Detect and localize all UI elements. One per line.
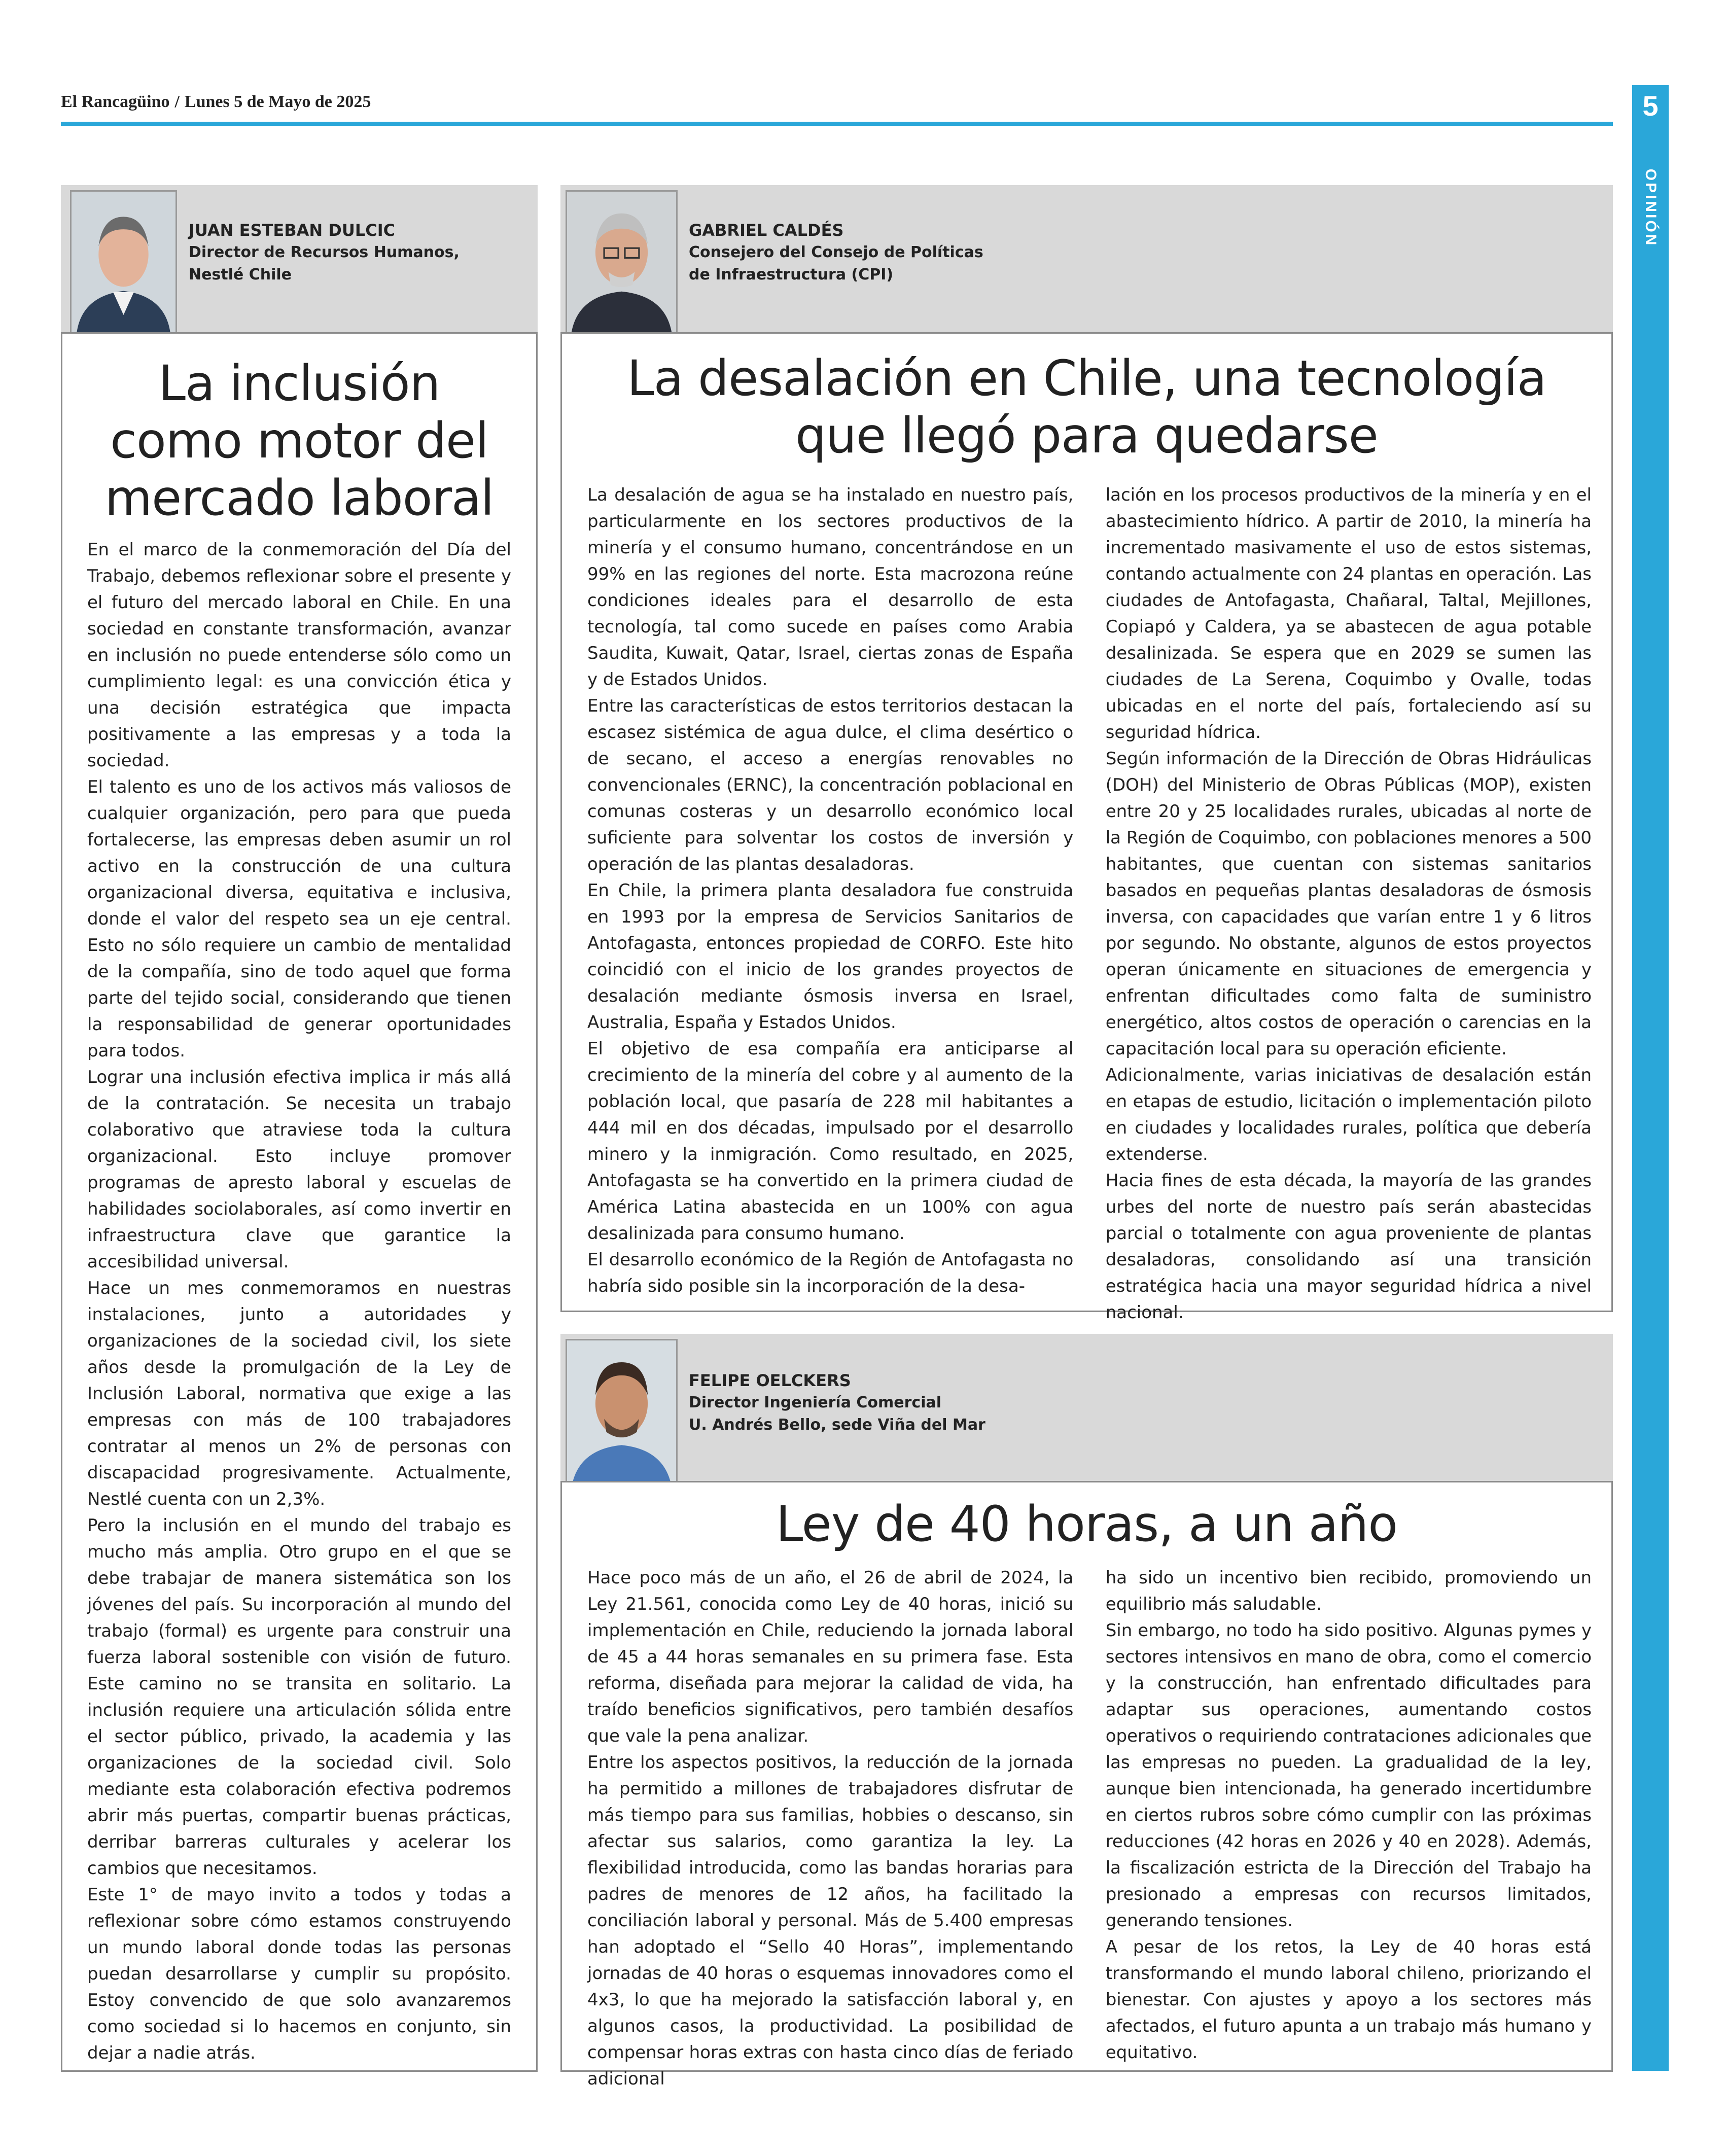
title-line: como motor del [110,412,488,469]
author-name: FELIPE OELCKERS [689,1371,851,1390]
article-title-2 [566,350,1608,465]
column-1 [587,482,1073,1326]
paragraph: Según información de la Dirección de Obras Hidráulicas (DOH) del Ministerio de Obras Públicas (MOP), existen entre 20 y 25 localidades rurales, ubicadas al norte de la Región de Coquimbo, con poblaciones menores a 500 habitantes, que cuentan con sistemas sanitarios basados en pequeñas plantas desaladoras de ósmosis inversa, con capacidades que varían entre 1 y 6 litros por segundo. No obstante, algunos de estos proyectos operan únicamente en situaciones de emergencia y enfrentan dificultades como falta de suministro energético, altos costos de operación o carencias en la capacitación local para su operación eficiente. [1105,749,1592,1059]
section-name: OPINIÓN [1642,168,1659,248]
paragraph: Hace poco más de un año, el 26 de abril de 2024, la Ley 21.561, conocida como Ley de 40 horas, inició su implementación en Chile, reduciendo la jornada laboral de 45 a 44 horas semanales en su primera fase. Esta reforma, diseñada para mejorar la calidad de vida, ha traído beneficios significativos, pero también desafíos que vale la pena analizar. [587,1568,1074,1746]
author-block-3 [689,1369,985,1436]
paragraph: Hacia fines de esta década, la mayoría de las grandes urbes del norte de nuestro país serán abastecidas parcial o totalmente con agua proveniente de plantas desaladoras, consolidando así una transición estratégica hacia una mayor seguridad hídrica a nivel nacional. [1105,1171,1592,1323]
header-rule [61,122,1613,126]
paragraph: Pero la inclusión en el mundo del trabajo es mucho más amplia. Otro grupo en el que se debe trabajar de manera sistemática son los jóvenes del país. Su incorporación al mundo del trabajo (formal) es urgente para construir una fuerza laboral sostenible con visión de futuro. Este camino no se transita en solitario. La inclusión requiere una articulación sólida entre el sector público, privado, la academia y las organizaciones de la sociedad civil. Solo mediante esta colaboración efectiva podremos abrir más puertas, compartir buenas prácticas, derribar barreras culturales y acelerar los cambios que necesitamos. [87,1515,511,1879]
newspaper-name: El Rancagüino [61,92,170,111]
title-line: que llegó para quedarse [795,407,1378,464]
author-role: Director de Recursos Humanos, [189,243,460,261]
folio-separator: / [174,92,180,111]
paragraph: Adicionalmente, varias iniciativas de desalación están en etapas de estudio, licitación o implementación piloto en ciudades y localidades rurales, política que debería extenderse. [1105,1065,1592,1164]
title-line: La inclusión [158,355,440,412]
paragraph: Lograr una inclusión efectiva implica ir más allá de la contratación. Se necesita un trabajo colaborativo que atraviese toda la cultura organizacional. Esto incluye promover programas de apresto laboral y escuelas de habilidades sociolaborales, así como invertir en infraestructura clave que garantice la accesibilidad universal. [87,1067,511,1272]
author-name: JUAN ESTEBAN DULCIC [189,221,396,240]
paragraph: En el marco de la conmemoración del Día del Trabajo, debemos reflexionar sobre el presente y el futuro del mercado laboral en Chile. En una sociedad en constante transformación, avanzar en inclusión no puede entenderse sólo como un cumplimiento legal: es una convicción ética y una decisión estratégica que impacta positivamente a las empresas y a toda la sociedad. [87,540,511,771]
issue-date: Lunes 5 de Mayo de 2025 [184,92,371,111]
section-label [1632,152,1669,264]
author-block-1 [189,219,460,286]
title-line: La desalación en Chile, una tecnología [627,350,1546,407]
paragraph: lación en los procesos productivos de la minería y en el abastecimiento hídrico. A partir de 2010, la minería ha incrementado masivamente el uso de estos sistemas, contando actualmente con 24 plantas en operación. Las ciudades de Antofagasta, Chañaral, Taltal, Mejillones, Copiapó y Caldera, ya se abastecen de agua potable desalinizada. Se espera que en 2029 se sumen las ciudades de La Serena, Coquimbo y Ovalle, todas ubicadas en el norte del país, fortaleciendo así su seguridad hídrica. [1105,485,1592,743]
paragraph: La desalación de agua se ha instalado en nuestro país, particularmente en los sectores productivos de la minería y el consumo humano, concentrándose en un 99% en las regiones del norte. Esta macrozona reúne condiciones ideales para el desarrollo de esta tecnología, tal como sucede en países como Arabia Saudita, Kuwait, Qatar, Israel, ciertas zonas de España y de Estados Unidos. [587,485,1074,690]
paragraph: Este 1° de mayo invito a todos y todas a reflexionar sobre cómo estamos construyendo un mundo laboral donde todas las personas puedan desarrollarse y cumplir su propósito. Estoy convencido de que solo avanzaremos como sociedad si lo hacemos en conjunto, sin dejar a nadie atrás. [87,1885,511,2063]
paragraph: Entre los aspectos positivos, la reducción de la jornada ha permitido a millones de trabajadores disfrutar de más tiempo para sus familias, hobbies o descanso, sin afectar sus salarios, como garantiza la ley. La flexibilidad introducida, como las bandas horarias para padres de menores de 12 años, ha facilitado la conciliación laboral y personal. Más de 5.400 empresas han adoptado el “Sello 40 Horas”, implementando jornadas de 40 horas o esquemas innovadores como el 4x3, lo que ha mejorado la satisfacción laboral y, en algunos casos, la productividad. La posibilidad de compensar horas extras con hasta cinco días de feriado adicional [587,1752,1074,2089]
article-title-1 [66,355,533,527]
paragraph: El desarrollo económico de la Región de Antofagasta no habría sido posible sin la incorporación de la desa- [587,1250,1074,1296]
paragraph: Hace un mes conmemoramos en nuestras instalaciones, junto a autoridades y organizaciones de la sociedad civil, los siete años desde la promulgación de la Ley de Inclusión Laboral, normativa que exige a las empresas con más de 100 trabajadores contratar al menos un 2% de personas con discapacidad progresivamente. Actualmente, Nestlé cuenta con un 2,3%. [87,1278,511,1509]
column-2 [1106,1565,1592,2092]
portrait-image [72,192,175,333]
author-name: GABRIEL CALDÉS [689,221,844,240]
column-1 [587,1565,1073,2092]
paragraph: Sin embargo, no todo ha sido positivo. Algunas pymes y sectores intensivos en mano de obra, como el comercio y la construcción, han enfrentado dificultades para adaptar sus operaciones, aumentando costos operativos o requiriendo contrataciones adicionales que las empresas no pueden. La gradualidad de la ley, aunque bien intencionada, ha generado incertidumbre en ciertos rubros sobre cómo cumplir con las próximas reducciones (42 horas en 2026 y 40 en 2028). Además, la fiscalización estricta de la Dirección del Trabajo ha presionado a empresas con recursos limitados, generando tensiones. [1105,1620,1592,1931]
portrait-image [567,1340,676,1488]
paragraph: El objetivo de esa compañía era anticiparse al crecimiento de la minería del cobre y al aumento de la población local, que pasaría de 228 mil habitantes a 444 mil en dos décadas, impulsado por el desarrollo minero y la inmigración. Como resultado, en 2025, Antofagasta se ha convertido en la primera ciudad de América Latina abastecida en un 100% con agua desalinizada para consumo humano. [587,1039,1074,1244]
article-title-3: Ley de 40 horas, a un año [776,1496,1398,1552]
folio-line [61,92,371,112]
paragraph: ha sido un incentivo bien recibido, promoviendo un equilibrio más saludable. [1105,1568,1592,1614]
author-photo-caldes [566,190,678,334]
author-block-2 [689,219,983,286]
author-photo-dulcic [70,190,177,334]
author-role: Nestlé Chile [189,266,292,284]
author-role: Consejero del Consejo de Políticas [689,243,983,261]
article-body-1 [87,537,511,2066]
author-role: Director Ingeniería Comercial [689,1394,942,1411]
article-body-2 [587,482,1592,1326]
author-photo-oelckers [566,1339,678,1489]
column-2 [1106,482,1592,1326]
portrait-image [567,192,676,333]
section-strip [1632,85,1669,2071]
paragraph: El talento es uno de los activos más valiosos de cualquier organización, pero para que pueda fortalecerse, las empresas deben asumir un rol activo en la construcción de una cultura organizacional diversa, equitativa e inclusiva, donde el valor del respeto sea un eje central. Esto no sólo requiere un cambio de mentalidad de la compañía, sino de todo aquel que forma parte del tejido social, considerando que tienen la responsabilidad de generar oportunidades para todos. [87,777,511,1061]
article-body-3 [587,1565,1592,2092]
paragraph: Entre las características de estos territorios destacan la escasez sistémica de agua dulce, el clima desértico o de secano, el acceso a energías renovables no convencionales (ERNC), la concentración poblacional en comunas costeras y un desarrollo económico local suficiente para solventar los costos de inversión y operación de las plantas desaladoras. [587,696,1074,874]
title-line: mercado laboral [104,470,494,526]
page-number: 5 [1642,90,1659,122]
author-role: U. Andrés Bello, sede Viña del Mar [689,1416,985,1434]
paragraph: A pesar de los retos, la Ley de 40 horas está transformando el mundo laboral chileno, priorizando el bienestar. Con ajustes y apoyo a los sectores más afectados, el futuro apunta a un trabajo más humano y equitativo. [1105,1937,1592,2063]
author-role: de Infraestructura (CPI) [689,266,894,284]
paragraph: En Chile, la primera planta desaladora fue construida en 1993 por la empresa de Servicios Sanitarios de Antofagasta, entonces propiedad de CORFO. Este hito coincidió con el inicio de los grandes proyectos de desalación mediante ósmosis inversa en Israel, Australia, España y Estados Unidos. [587,880,1074,1033]
